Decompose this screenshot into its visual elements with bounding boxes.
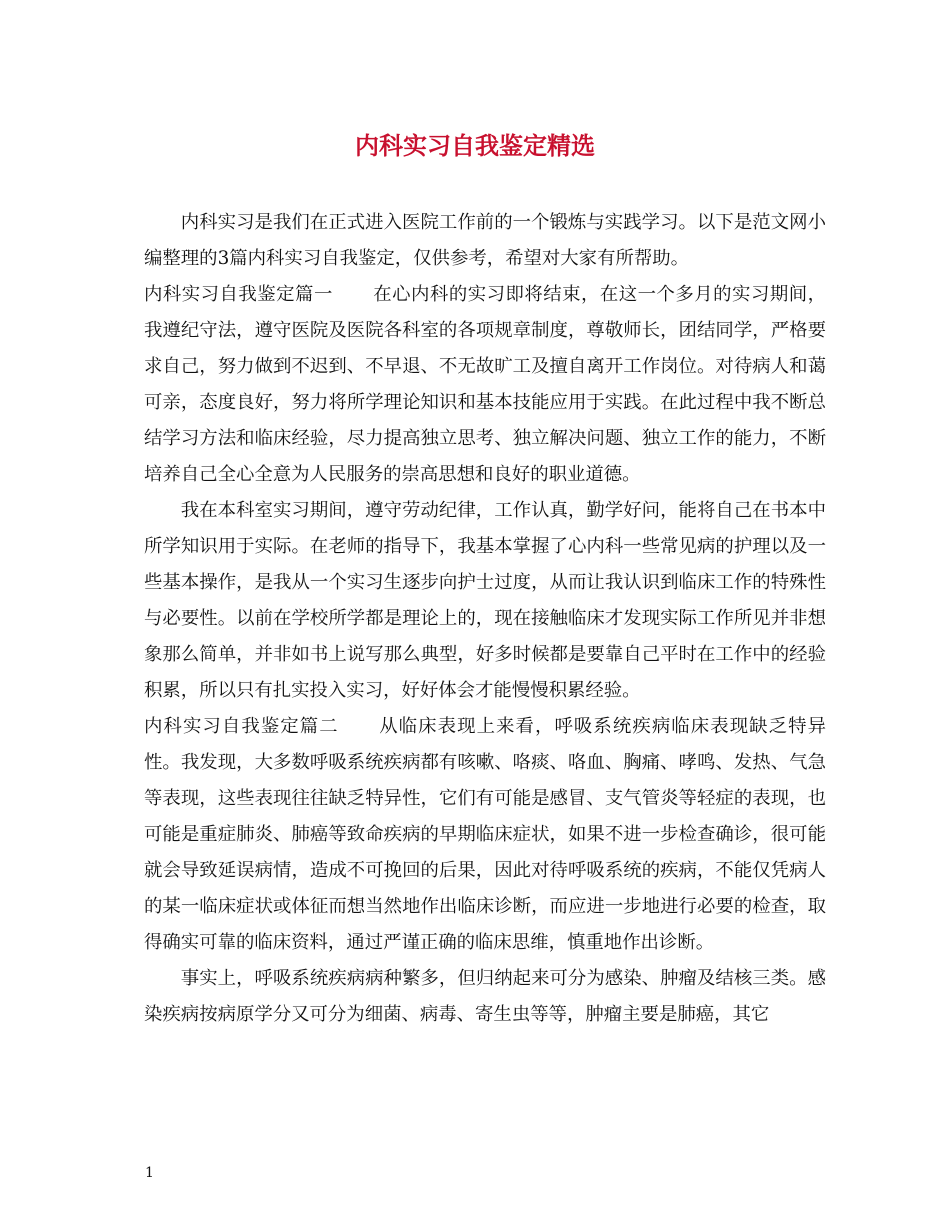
section-2-second-paragraph: 事实上，呼吸系统疾病病种繁多，但归纳起来可分为感染、肿瘤及结核三类。感染疾病按病原学分又可分为细菌、病毒、寄生虫等等，肿瘤主要是肺癌，其它 (144, 968, 826, 1025)
section-2-first-paragraph (144, 709, 826, 961)
section-1-heading: 内科实习自我鉴定篇一 (144, 284, 333, 305)
section-1-first-paragraph (144, 277, 826, 493)
document-title: 内科实习自我鉴定精选 (355, 131, 595, 160)
page-number: 1 (145, 1165, 154, 1181)
section-1-text: 在心内科的实习即将结束，在这一个多月的实习期间，我遵纪守法，遵守医院及医院各科室的各项规章制度，尊敬师长，团结同学，严格要求自己，努力做到不迟到、不早退、不无故旷工及擅自离开工作岗位。对待病人和蔼可亲，态度良好，努力将所学理论知识和基本技能应用于实践。在此过程中我不断总结学习方法和临床经验，尽力提高独立思考、独立解决问题、独立工作的能力，不断培养自己全心全意为人民服务的崇高思想和良好的职业道德。 (144, 284, 826, 485)
section-2-text: 从临床表现上来看，呼吸系统疾病临床表现缺乏特异性。我发现，大多数呼吸系统疾病都有咳嗽、咯痰、咯血、胸痛、哮鸣、发热、气急等表现，这些表现往往缺乏特异性，它们有可能是感冒、支气管炎等轻症的表现，也可能是重症肺炎、肺癌等致命疾病的早期临床症状，如果不进一步检查确诊，很可能就会导致延误病情，造成不可挽回的后果，因此对待呼吸系统的疾病，不能仅凭病人的某一临床症状或体征而想当然地作出临床诊断，而应进一步地进行必要的检查，取得确实可靠的临床资料，通过严谨正确的临床思维，慎重地作出诊断。 (144, 716, 826, 953)
section-1-second-paragraph: 我在本科室实习期间，遵守劳动纪律，工作认真，勤学好问，能将自己在书本中所学知识用于实际。在老师的指导下，我基本掌握了心内科一些常见病的护理以及一些基本操作，是我从一个实习生逐步向护士过度，从而让我认识到临床工作的特殊性与必要性。以前在学校所学都是理论上的，现在接触临床才发现实际工作所见并非想象那么简单，并非如书上说写那么典型，好多时候都是要靠自己平时在工作中的经验积累，所以只有扎实投入实习，好好体会才能慢慢积累经验。 (144, 500, 826, 701)
document-body (144, 205, 826, 1033)
intro-paragraph: 内科实习是我们在正式进入医院工作前的一个锻炼与实践学习。以下是范文网小编整理的3篇内科实习自我鉴定，仅供参考，希望对大家有所帮助。 (144, 212, 826, 269)
section-2-heading: 内科实习自我鉴定篇二 (144, 716, 339, 737)
